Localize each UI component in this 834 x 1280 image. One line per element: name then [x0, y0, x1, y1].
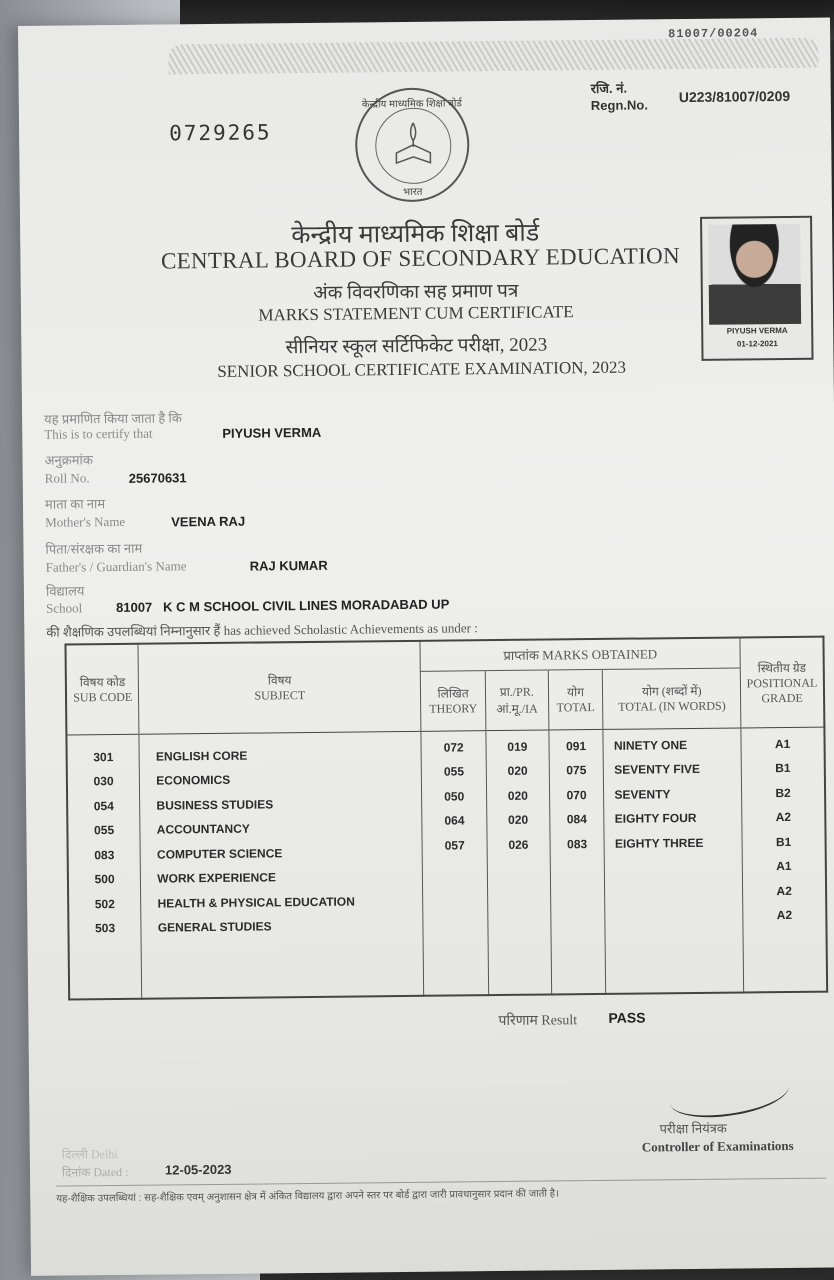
table-row-subject: ACCOUNTANCY	[156, 821, 250, 837]
table-row-code: 503	[95, 921, 116, 936]
table-row-subject: ECONOMICS	[156, 772, 231, 788]
table-row-total: 084	[566, 812, 587, 827]
col-grade-hindi: स्थितीय ग्रेड	[757, 660, 807, 676]
certificate-number: 0729265	[169, 120, 272, 146]
table-row-code: 054	[93, 798, 114, 813]
roll-number: 25670631	[128, 470, 187, 486]
col-practical	[485, 669, 548, 730]
mother-label-english: Mother's Name	[45, 513, 126, 530]
table-row-subject: GENERAL STUDIES	[157, 919, 272, 935]
emblem-text-top: केन्द्रीय माध्यमिक शिक्षा बोर्ड	[361, 98, 462, 111]
table-row-theory: 072	[443, 739, 464, 755]
footer-note: यह-शैक्षिक उपलब्धियां : सह-शैक्षिक एवम् अनुशासन क्षेत्र में अंकित विद्यालय द्वारा अपने स्तर पर बोर्ड द्वारा जारी प्रावधानुसार प्रदान की जाती है।	[56, 1178, 826, 1205]
table-row-total: 075	[566, 763, 587, 778]
table-row-theory: 057	[444, 837, 465, 853]
col-practical-bottom: आं.मू./IA	[496, 701, 538, 717]
school-name: 81007 K C M SCHOOL CIVIL LINES MORADABAD UP	[116, 596, 450, 616]
table-row-code: 055	[93, 823, 115, 838]
father-label-english: Father's / Guardian's Name	[45, 558, 187, 575]
marks-certificate	[18, 17, 834, 1275]
student-photo-frame	[700, 216, 814, 361]
table-row-grade: A1	[774, 736, 791, 751]
marks-table	[64, 636, 828, 1001]
col-marks-obtained: प्राप्तांक MARKS OBTAINED	[420, 637, 740, 670]
father-name: RAJ KUMAR	[249, 557, 328, 574]
regn-label-english: Regn.No.	[590, 97, 649, 114]
student-photo	[708, 224, 801, 325]
school-label-english: School	[46, 600, 83, 616]
mother-name: VEENA RAJ	[171, 513, 246, 530]
certify-label-hindi: यह प्रमाणित किया जाता है कि	[44, 410, 182, 427]
table-row-grade: A2	[775, 809, 792, 825]
issue-date: 12-05-2023	[164, 1161, 232, 1178]
board-name-hindi: केन्द्रीय माध्यमिक शिक्षा बोर्ड	[291, 219, 540, 250]
table-row-practical: 020	[507, 788, 528, 803]
school-label-hindi: विद्यालय	[45, 583, 85, 599]
student-name: PIYUSH VERMA	[222, 424, 322, 441]
roll-label-english: Roll No.	[44, 470, 90, 486]
table-row-code: 500	[94, 872, 115, 887]
father-label-hindi: पिता/संरक्षक का नाम	[45, 540, 143, 557]
table-row-words: EIGHTY THREE	[614, 835, 704, 851]
table-row-practical: 020	[508, 812, 529, 827]
table-row-grade: A1	[776, 858, 792, 874]
col-grade-english: POSITIONAL GRADE	[746, 675, 818, 706]
serial-number-top: 81007/00204	[668, 26, 759, 42]
table-row-words: EIGHTY FOUR	[614, 810, 697, 826]
table-row-code: 502	[94, 896, 115, 911]
table-row-practical: 020	[507, 763, 528, 778]
col-theory-hindi: लिखित	[437, 686, 469, 701]
result-value: PASS	[608, 1009, 646, 1026]
table-row-theory: 064	[444, 813, 465, 828]
col-sub-code-hindi: विषय कोड	[79, 675, 126, 690]
photo-date: 01-12-2021	[736, 339, 778, 349]
practical-column	[486, 729, 551, 995]
table-row-subject: BUSINESS STUDIES	[156, 796, 274, 813]
col-total-english: TOTAL	[556, 699, 595, 715]
col-sub-code-english: SUB CODE	[73, 690, 133, 705]
controller-label-hindi: परीक्षा नियंत्रक	[659, 1120, 727, 1137]
col-total-words	[603, 667, 741, 728]
col-practical-top: प्रा./PR.	[499, 684, 534, 699]
mother-label-hindi: माता का नाम	[44, 496, 106, 512]
guilloche-border	[168, 38, 818, 75]
table-row-theory: 055	[443, 764, 465, 779]
table-row-grade: B1	[775, 760, 791, 776]
col-subject-english: SUBJECT	[254, 688, 306, 703]
table-row-grade: B2	[775, 785, 791, 800]
col-sub-code	[65, 644, 139, 735]
table-row-total: 091	[565, 738, 587, 753]
achievements-intro: की शैक्षणिक उपलब्धियां निम्नानुसार हैं has achieved Scholastic Achievements as under :	[46, 620, 478, 640]
emblem-inner-ring	[375, 107, 452, 184]
codes-column	[66, 734, 142, 1000]
table-row-grade: A2	[776, 907, 793, 923]
result-label: परिणाम Result	[498, 1013, 578, 1030]
signature-icon	[667, 1065, 792, 1124]
controller-label-english: Controller of Examinations	[641, 1137, 794, 1155]
photo-name: PIYUSH VERMA	[726, 325, 788, 336]
table-row-total: 083	[567, 836, 588, 851]
table-row-grade: A2	[776, 883, 792, 898]
doc-title-english: MARKS STATEMENT CUM CERTIFICATE	[258, 302, 574, 325]
col-theory-english: THEORY	[429, 701, 478, 716]
subjects-column	[139, 731, 424, 999]
table-row-subject: COMPUTER SCIENCE	[156, 845, 283, 862]
grade-column	[741, 727, 827, 993]
cbse-emblem-icon	[355, 87, 470, 202]
regn-label-hindi: रजि. नं.	[590, 80, 628, 97]
roll-label-hindi: अनुक्रमांक	[44, 452, 93, 468]
col-theory	[421, 670, 486, 731]
regn-number: U223/81007/0209	[678, 87, 791, 106]
book-lamp-icon	[376, 108, 451, 183]
table-row-subject: WORK EXPERIENCE	[157, 870, 277, 886]
table-row-words: SEVENTY FIVE	[614, 761, 701, 777]
table-row-code: 083	[94, 847, 115, 862]
table-row-grade: B1	[775, 834, 792, 849]
exam-title-english: SENIOR SCHOOL CERTIFICATE EXAMINATION, 2023	[217, 357, 627, 381]
col-subject	[138, 641, 421, 734]
dated-label: दिनांक Dated :	[61, 1164, 129, 1180]
col-total-hindi: योग	[567, 685, 585, 700]
words-column	[603, 727, 744, 993]
col-grade	[740, 637, 824, 728]
table-row-words: NINETY ONE	[613, 737, 688, 753]
theory-column	[421, 730, 489, 996]
table-row-practical: 026	[508, 837, 529, 852]
col-total-words-hindi: योग (शब्दों में)	[641, 683, 702, 699]
table-row-theory: 050	[444, 788, 465, 804]
board-name-english: CENTRAL BOARD OF SECONDARY EDUCATION	[160, 243, 681, 274]
col-total	[548, 669, 603, 730]
table-row-subject: HEALTH & PHYSICAL EDUCATION	[157, 894, 355, 911]
table-row-total: 070	[566, 787, 587, 802]
table-row-words: SEVENTY	[614, 786, 671, 802]
table-row-subject: ENGLISH CORE	[155, 748, 248, 764]
doc-title-hindi: अंक विवरणिका सह प्रमाण पत्र	[313, 280, 519, 304]
certify-label-english: This is to certify that	[44, 425, 153, 442]
col-total-words-english: TOTAL (IN WORDS)	[618, 698, 726, 714]
total-column	[549, 729, 607, 995]
table-row-code: 030	[93, 774, 114, 789]
table-row-code: 301	[93, 749, 114, 764]
table-row-practical: 019	[507, 739, 528, 754]
place-label: दिल्ली Delhi	[61, 1147, 118, 1162]
emblem-text-bottom: भारत	[402, 186, 423, 198]
regn-label	[591, 79, 648, 114]
col-subject-hindi: विषय	[267, 673, 292, 688]
exam-title-hindi: सीनियर स्कूल सर्टिफिकेट परीक्षा, 2023	[285, 334, 548, 359]
